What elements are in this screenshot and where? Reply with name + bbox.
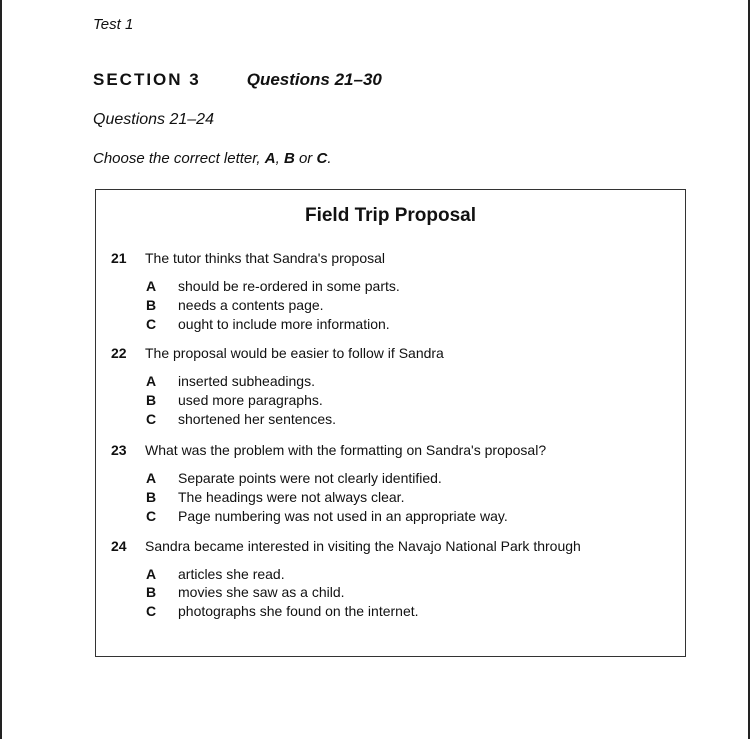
instruction-suffix: . — [327, 150, 332, 167]
question-21 — [111, 250, 385, 266]
instruction — [93, 150, 332, 167]
option-text: articles she read. — [178, 566, 285, 582]
option-letter: C — [146, 508, 157, 524]
question-text: The tutor thinks that Sandra's proposal — [145, 250, 386, 266]
option-22-b — [146, 392, 323, 408]
option-21-a — [146, 278, 400, 294]
option-22-c — [146, 411, 336, 427]
option-text: The headings were not always clear. — [178, 489, 405, 505]
page-edge-left — [0, 0, 2, 739]
option-text: movies she saw as a child. — [178, 584, 345, 600]
option-text: Separate points were not clearly identified. — [178, 470, 442, 486]
option-text: Page numbering was not used in an appropriate way. — [178, 508, 508, 524]
instruction-prefix: Choose the correct letter, — [93, 150, 265, 167]
option-text: shortened her sentences. — [178, 411, 336, 427]
question-number: 22 — [111, 345, 127, 361]
option-22-a — [146, 373, 315, 389]
test-label: Test 1 — [93, 16, 134, 33]
option-23-a — [146, 470, 442, 486]
option-23-b — [146, 489, 404, 505]
option-letter: B — [146, 297, 157, 313]
option-text: ought to include more information. — [178, 316, 390, 332]
section-range: Questions 21–30 — [246, 70, 382, 89]
instruction-sep1: , — [275, 150, 284, 167]
option-letter: C — [146, 603, 157, 619]
subsection-heading: Questions 21–24 — [93, 111, 214, 128]
instruction-sep2: or — [294, 150, 317, 167]
option-letter: A — [146, 566, 157, 582]
option-letter: A — [146, 278, 157, 294]
question-22 — [111, 345, 444, 361]
option-24-a — [146, 566, 285, 582]
question-text: What was the problem with the formatting on Sandra's proposal? — [145, 442, 547, 458]
instruction-letter-b: B — [283, 150, 295, 167]
instruction-letter-a: A — [264, 150, 276, 167]
box-title: Field Trip Proposal — [304, 205, 477, 226]
option-letter: A — [146, 470, 157, 486]
question-number: 21 — [111, 250, 127, 266]
option-letter: B — [146, 392, 157, 408]
option-24-b — [146, 584, 345, 600]
question-number: 23 — [111, 442, 127, 458]
option-text: should be re-ordered in some parts. — [178, 278, 400, 294]
option-21-b — [146, 297, 324, 313]
option-letter: C — [146, 411, 157, 427]
instruction-letter-c: C — [316, 150, 328, 167]
option-text: photographs she found on the internet. — [178, 603, 419, 619]
question-23 — [111, 442, 546, 458]
option-letter: C — [146, 316, 157, 332]
option-text: needs a contents page. — [178, 297, 324, 313]
question-text: Sandra became interested in visiting the Navajo National Park through — [145, 538, 581, 554]
option-letter: B — [146, 584, 157, 600]
option-letter: B — [146, 489, 157, 505]
section-heading — [93, 70, 382, 90]
option-letter: A — [146, 373, 157, 389]
option-23-c — [146, 508, 508, 524]
question-number: 24 — [111, 538, 127, 554]
option-24-c — [146, 603, 419, 619]
section-title: SECTION 3 — [93, 70, 201, 89]
option-21-c — [146, 316, 390, 332]
option-text: inserted subheadings. — [178, 373, 315, 389]
question-text: The proposal would be easier to follow if Sandra — [145, 345, 444, 361]
question-24 — [111, 538, 581, 554]
option-text: used more paragraphs. — [178, 392, 323, 408]
question-box — [95, 189, 686, 657]
